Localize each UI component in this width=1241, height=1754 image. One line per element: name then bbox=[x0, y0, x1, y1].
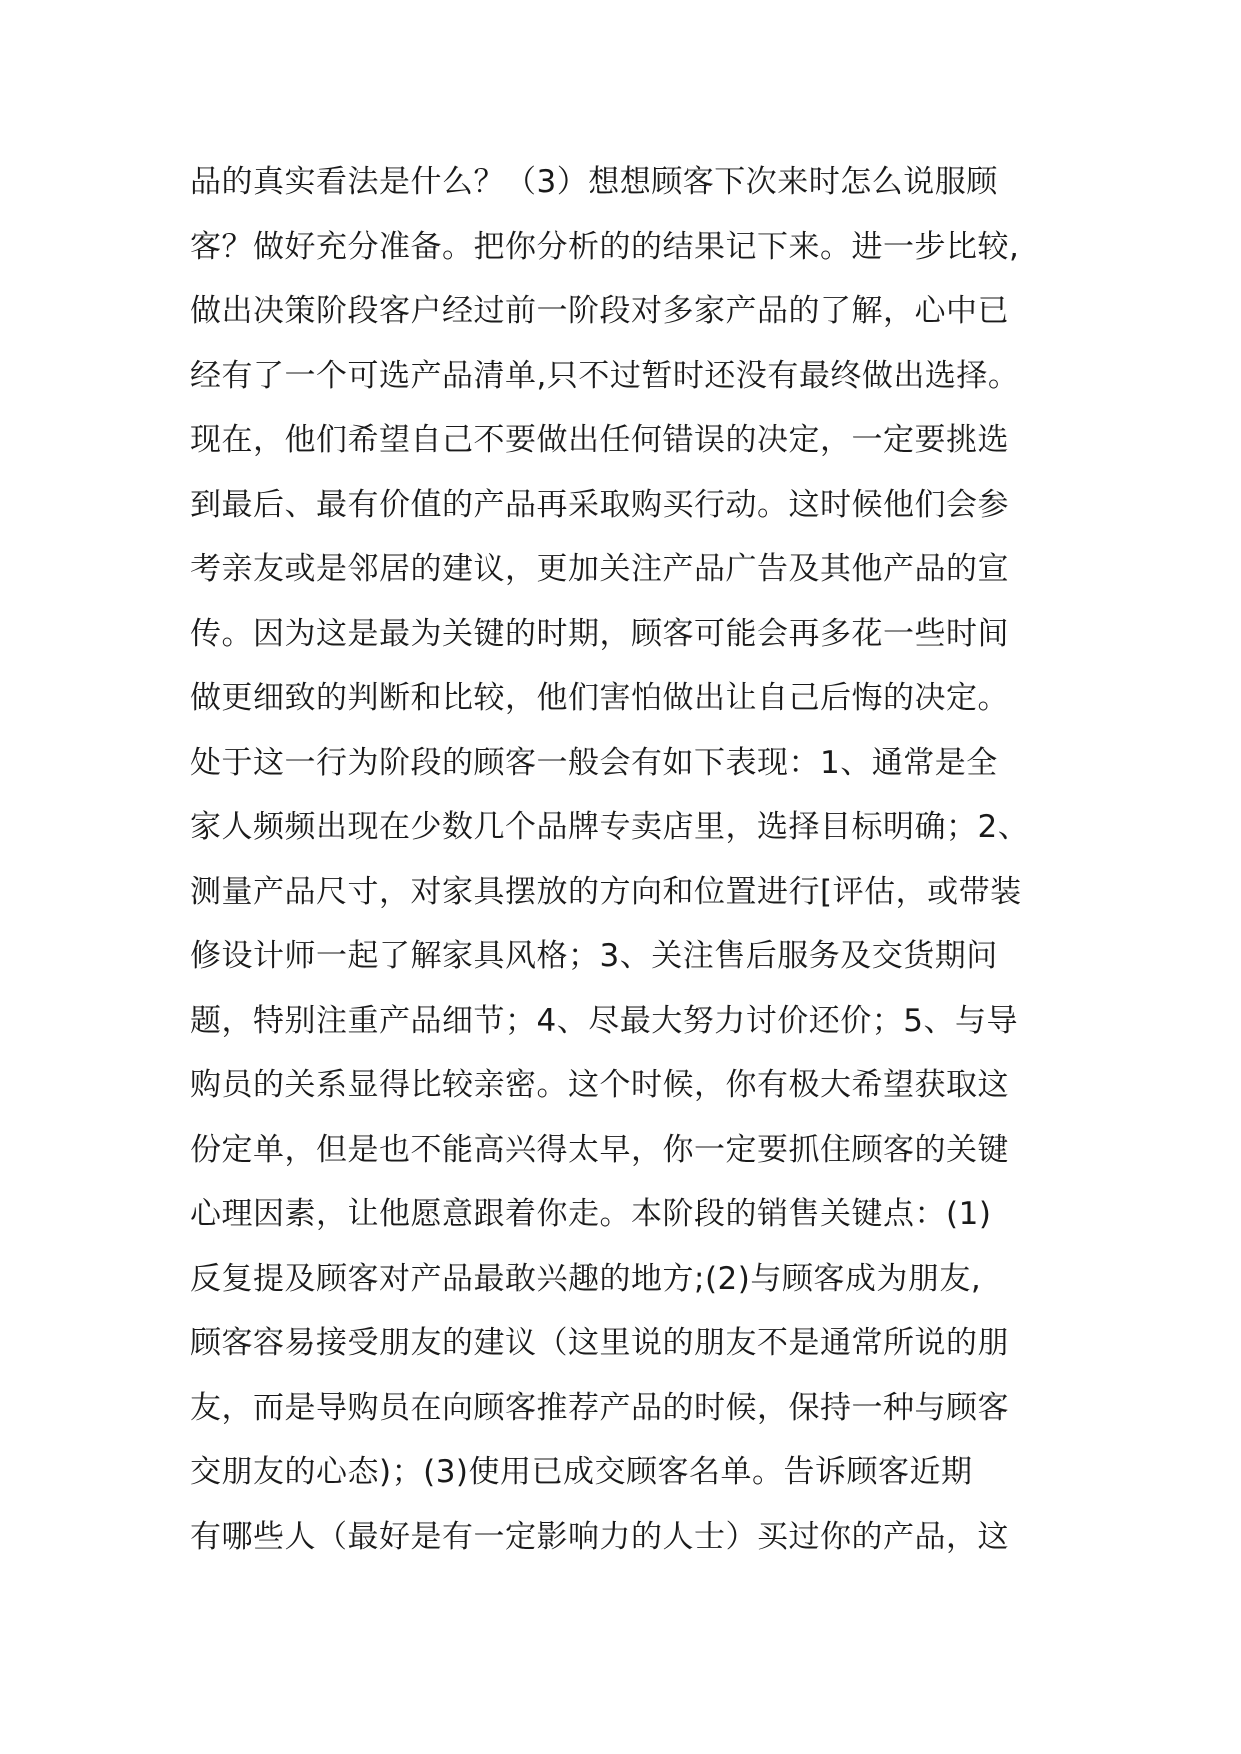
text-line: 交朋友的心态)；(3)使用已成交顾客名单。告诉顾客近期 bbox=[190, 1454, 973, 1490]
text-line: 友，而是导购员在向顾客推荐产品的时候，保持一种与顾客 bbox=[190, 1389, 1009, 1426]
text-line: 家人频频出现在少数几个品牌专卖店里，选择目标明确；2、 bbox=[190, 809, 1030, 845]
text-line: 考亲友或是邻居的建议，更加关注产品广告及其他产品的宣 bbox=[190, 551, 1009, 587]
text-line: 现在，他们希望自己不要做出任何错误的决定，一定要挑选 bbox=[190, 422, 1009, 458]
text-line: 品的真实看法是什么？（3）想想顾客下次来时怎么说服顾 bbox=[190, 164, 998, 200]
text-line: 题，特别注重产品细节；4、尽最大努力讨价还价；5、与导 bbox=[190, 1002, 1018, 1039]
text-line: 到最后、最有价值的产品再采取购买行动。这时候他们会参 bbox=[190, 486, 1009, 523]
text-line: 份定单，但是也不能高兴得太早，你一定要抓住顾客的关键 bbox=[190, 1131, 1009, 1168]
text-line: 传。因为这是最为关键的时期，顾客可能会再多花一些时间 bbox=[190, 615, 1009, 652]
body-paragraph bbox=[190, 150, 1070, 1569]
text-line: 测量产品尺寸，对家具摆放的方向和位置进行[评估，或带装 bbox=[190, 873, 1022, 910]
text-line: 经有了一个可选产品清单,只不过暂时还没有最终做出选择。 bbox=[190, 357, 1020, 394]
text-line: 修设计师一起了解家具风格；3、关注售后服务及交货期问 bbox=[190, 938, 998, 974]
text-line: 有哪些人（最好是有一定影响力的人士）买过你的产品，这 bbox=[190, 1518, 1009, 1555]
text-line: 处于这一行为阶段的顾客一般会有如下表现：1、通常是全 bbox=[190, 744, 998, 781]
text-line: 客？做好充分准备。把你分析的的结果记下来。进一步比较, bbox=[190, 228, 1020, 265]
text-line: 顾客容易接受朋友的建议（这里说的朋友不是通常所说的朋 bbox=[190, 1325, 1009, 1361]
text-line: 心理因素，让他愿意跟着你走。本阶段的销售关键点：(1) bbox=[190, 1196, 992, 1232]
text-line: 反复提及顾客对产品最敢兴趣的地方;(2)与顾客成为朋友, bbox=[190, 1260, 982, 1297]
text-line: 购员的关系显得比较亲密。这个时候，你有极大希望获取这 bbox=[190, 1067, 1009, 1103]
text-line: 做更细致的判断和比较，他们害怕做出让自己后悔的决定。 bbox=[190, 680, 1009, 716]
text-line: 做出决策阶段客户经过前一阶段对多家产品的了解，心中已 bbox=[190, 293, 1009, 329]
